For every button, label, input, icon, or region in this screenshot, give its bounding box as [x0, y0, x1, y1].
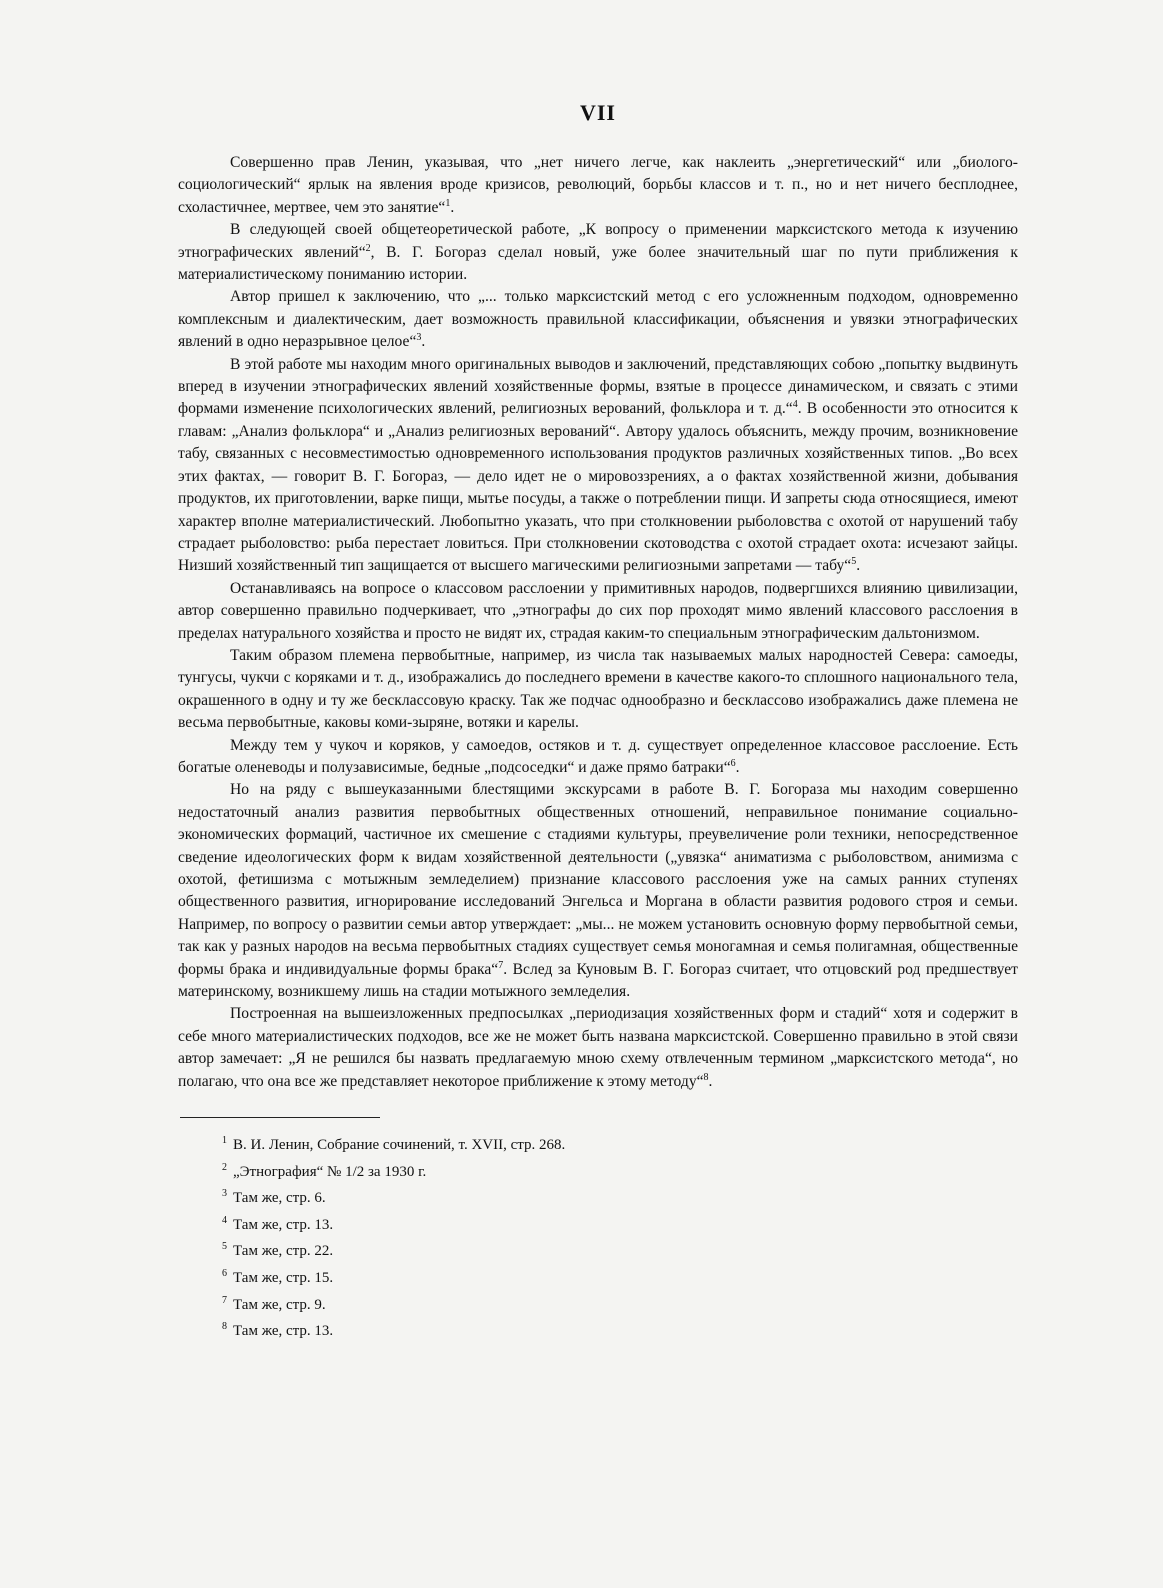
footnote — [222, 1130, 1018, 1157]
footnote-text: Там же, стр. 15. — [233, 1270, 334, 1287]
footnote-reference: 8 — [703, 1071, 709, 1083]
footnote-reference: 2 — [365, 242, 371, 254]
footnote — [222, 1183, 1018, 1210]
paragraph-text: Построенная на вышеизложенных предпосылках „периодизация хозяйственных форм и стадий“ хотя и содержит в себе много материалистических подходов, все же не может быть названа марксистской. Совершенно правильно в этой связи автор замечает: „Я не решился бы назвать предлагаемую мною схему отвлеченным термином „марксистского метода“, но полагаю, что она все же представляет некоторое приближение к этому методу“ — [178, 1005, 1018, 1090]
footnote-divider — [180, 1117, 380, 1118]
paragraph — [178, 578, 1018, 645]
paragraph-text: Между тем у чукоч и коряков, у самоедов, остяков и т. д. существует определенное классовое расслоение. Есть богатые оленеводы и полузависимые, бедные „подсоседки“ и даже прямо батраки“ — [178, 736, 1018, 776]
paragraph-text: . Вслед за Куновым В. Г. Богораз считает, что отцовский род предшествует материнскому, возникшему лишь на стадии мотыжного земледелия. — [178, 960, 1018, 1001]
paragraph-text: В следующей своей общетеоретической работе, „К вопросу о применении марксистского метода к изучению этнографических явлений“ — [178, 221, 1018, 261]
footnote-mark: 2 — [222, 1161, 227, 1173]
footnote — [222, 1236, 1018, 1263]
footnote — [222, 1157, 1018, 1184]
footnote-reference: 1 — [445, 197, 451, 209]
paragraph-text: Таким образом племена первобытные, например, из числа так называемых малых народностей Севера: самоеды, тунгусы, чукчи с коряками и т. д., изображались до последнего времени в качестве какого-то сплошного национального тела, окрашенного в одну и ту же бесклассовую краску. Так же подчас однообразно и бесклассово изображались даже племена не весьма первобытные, каковы коми-зыряне, вотяки и карелы. — [178, 646, 1018, 732]
page-number: VII — [579, 100, 616, 125]
footnote-reference: 6 — [730, 757, 736, 769]
footnote-text: Там же, стр. 6. — [233, 1190, 326, 1207]
footnote-mark: 1 — [222, 1135, 227, 1147]
footnote-mark: 5 — [222, 1241, 227, 1253]
footnote-reference: 7 — [498, 959, 504, 971]
paragraph — [178, 645, 1018, 735]
footnote-reference: 4 — [792, 399, 798, 411]
body-text — [178, 152, 1018, 1093]
paragraph-text: Автор пришел к заключению, что „... только марксистский метод с его усложненным подходом, одновременно комплексным и диалектическим, дает возможность правильной классификации, объяснения и увязки этнографических явлений в одно неразрывное целое“ — [178, 288, 1018, 351]
footnote-mark: 4 — [222, 1214, 227, 1226]
footnote-text: Там же, стр. 22. — [233, 1243, 334, 1260]
footnote-mark: 6 — [222, 1268, 227, 1280]
paragraph-text: . — [421, 333, 426, 351]
paragraph — [178, 152, 1018, 219]
footnote-mark: 3 — [222, 1188, 227, 1200]
footnote — [222, 1263, 1018, 1290]
paragraph-text: . — [856, 557, 861, 575]
paragraph-text: Совершенно прав Ленин, указывая, что „нет ничего легче, как наклеить „энергетический“ или „биолого-социологический“ ярлык на явления вроде кризисов, революций, борьбы классов и т. п., но и нет ничего бесплоднее, схоластичнее, мертвее, чем это занятие“ — [178, 154, 1018, 216]
footnotes — [222, 1130, 1018, 1343]
paragraph — [178, 735, 1018, 780]
paragraph — [178, 286, 1018, 353]
paragraph — [178, 1003, 1018, 1093]
paragraph-text: Но на ряду с вышеуказанными блестящими экскурсами в работе В. Г. Богораза мы находим совершенно недостаточный анализ развития первобытных общественных отношений, неправильное понимание социально-экономических формаций, частичное их смешение с стадиями культуры, преувеличение роли техники, непосредственное сведение идеологических форм к видам хозяйственной деятельности („увязка“ аниматизма с рыболовством, анимизма с охотой, фетишизма с мотыжным земледелием) признание классового расслоения уже на самых ранних ступенях общественного развития, игнорирование исследований Энгельса и Моргана в области развития родового строя и семьи. Например, по вопросу о развитии семьи автор утверждает: „мы... не можем установить основную форму первобытной семьи, так как у разных народов на весьма первобытных стадиях существует семья моногамная и семья полигамная, общественные формы брака и индивидуальные формы брака“ — [178, 781, 1018, 978]
footnote-reference: 3 — [416, 332, 422, 344]
paragraph-text: . — [735, 758, 740, 776]
footnote — [222, 1290, 1018, 1317]
paragraph-text: Останавливаясь на вопросе о классовом расслоении у примитивных народов, подвергшихся влиянию цивилизации, автор совершенно правильно подчеркивает, что „этнографы до сих пор проходят мимо явлений классового расслоения в пределах натурального хозяйства и просто не видят их, страдая каким-то специальным этнографическим дальтонизмом. — [178, 579, 1018, 642]
footnote-reference: 5 — [851, 556, 857, 568]
footnote-mark: 8 — [222, 1321, 227, 1333]
paragraph-text: , В. Г. Богораз сделал новый, уже более значительный шаг по пути приближения к материалистическому пониманию истории. — [178, 243, 1018, 284]
paragraph-text: . В особенности это относится к главам: „Анализ фольклора“ и „Анализ религиозных верований“. Автору удалось объяснить, между прочим, возникновение табу, связанных с несовместимостью одновременного использования продуктов различных хозяйственных типов. „Во всех этих фактах, — говорит В. Г. Богораз, — дело идет не о мировоззрениях, а о фактах хозяйственной жизни, добывания продуктов, их приготовлении, варке пищи, мытье посуды, а также о потреблении пищи. И запреты сюда относящиеся, имеют характер вполне материалистический. Любопытно указать, что при столкновении рыболовства с охотой от нарушений табу страдает рыболовство: рыба перестает ловиться. При столкновении скотоводства с охотой страдает охота: исчезают зайцы. Низший хозяйственный тип защищается от высшего магическими религиозными запретами — табу“ — [178, 400, 1019, 575]
paragraph-text: . — [450, 198, 455, 216]
footnote-text: „Этнография“ № 1/2 за 1930 г. — [233, 1163, 427, 1180]
footnote-text: В. И. Ленин, Собрание сочинений, т. XVII, стр. 268. — [233, 1137, 566, 1154]
footnote-mark: 7 — [222, 1294, 227, 1306]
footnote-text: Там же, стр. 13. — [233, 1216, 334, 1233]
footnote-text: Там же, стр. 13. — [233, 1323, 334, 1340]
footnote — [222, 1316, 1018, 1343]
paragraph — [178, 219, 1018, 286]
paragraph — [178, 354, 1018, 578]
footnote — [222, 1210, 1018, 1237]
footnote-text: Там же, стр. 9. — [233, 1296, 326, 1313]
paragraph — [178, 779, 1018, 1003]
paragraph-text: В этой работе мы находим много оригинальных выводов и заключений, представляющих собою „попытку выдвинуть вперед в изучении этнографических явлений хозяйственные формы, взятые в процессе динамическом, и связать с этими формами изменение психологических явлений, религиозных верований, фольклора и т. д.“ — [178, 355, 1018, 418]
paragraph-text: . — [708, 1072, 713, 1090]
